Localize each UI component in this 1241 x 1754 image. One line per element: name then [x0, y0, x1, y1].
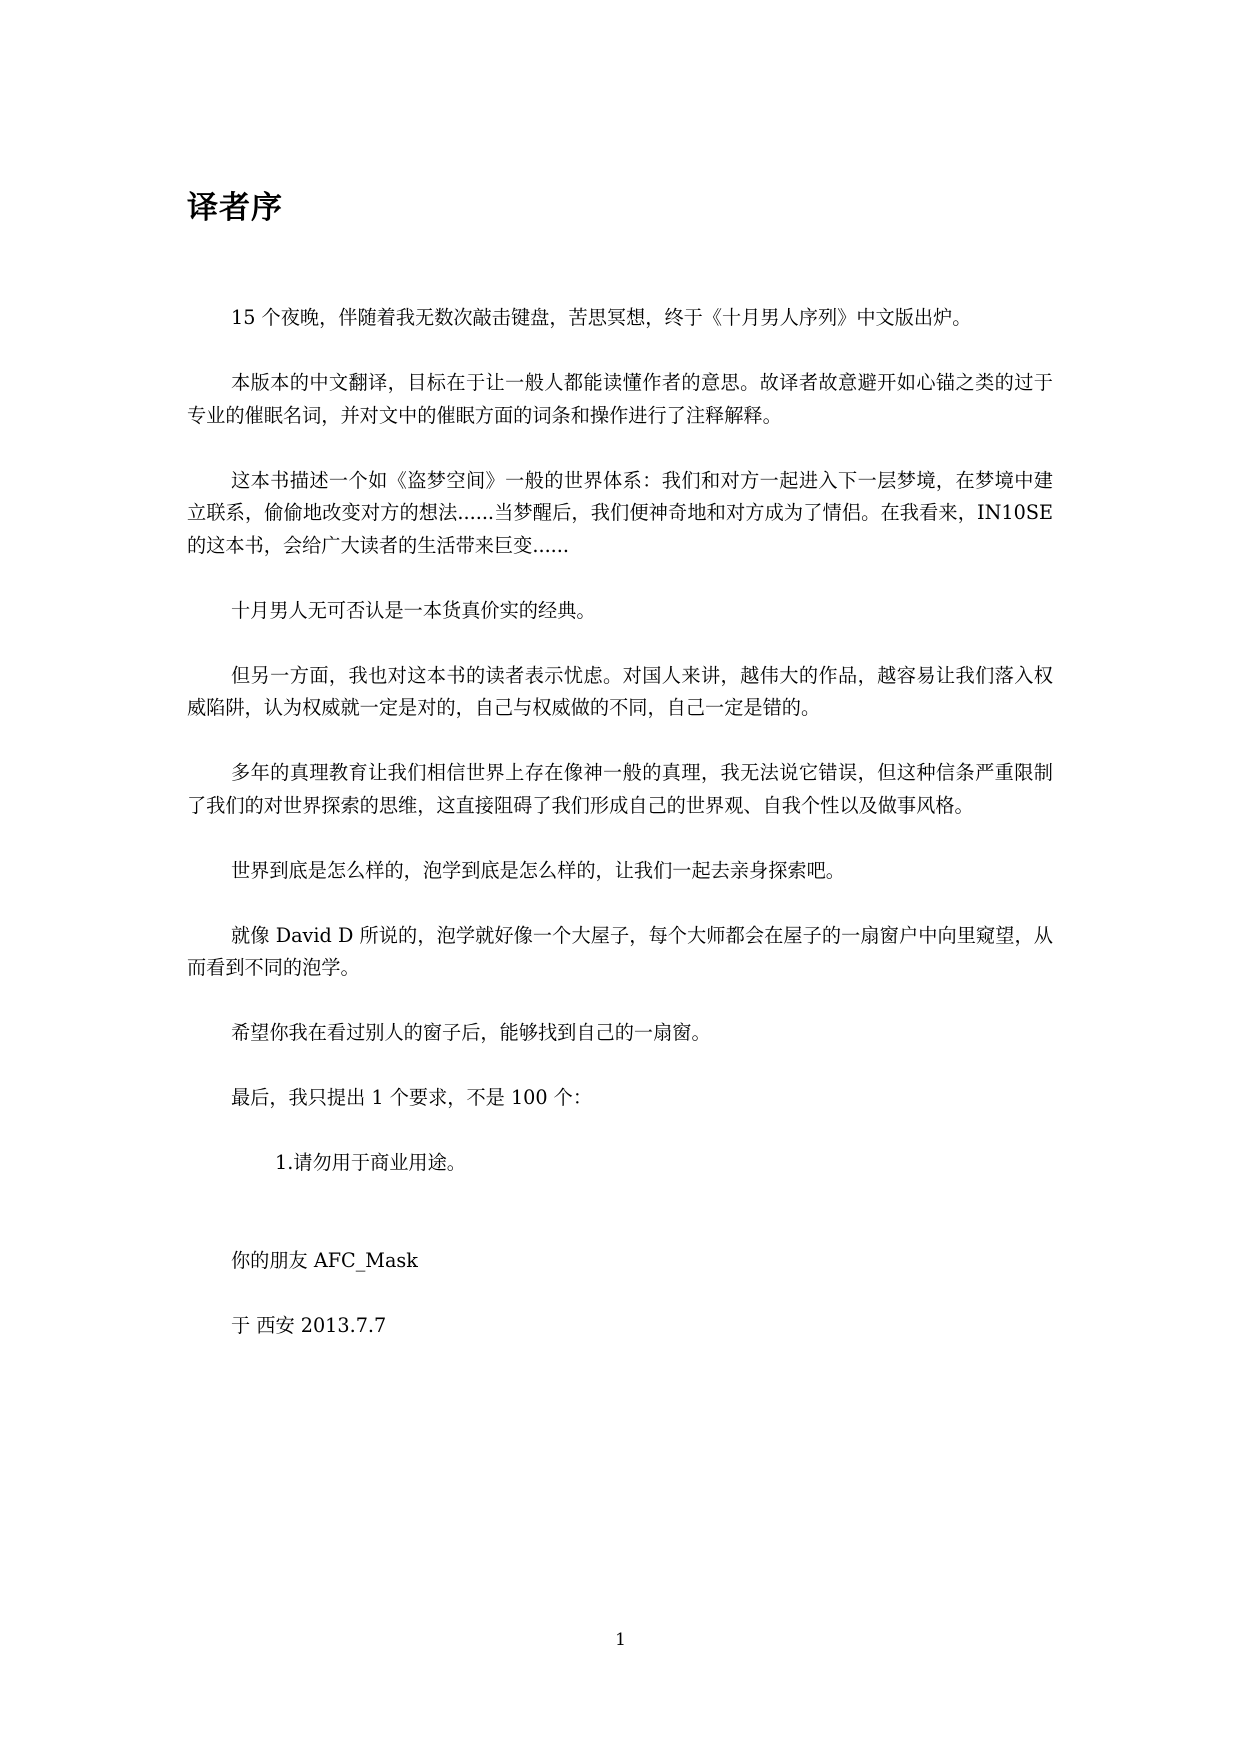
paragraph: 十月男人无可否认是一本货真价实的经典。	[231, 598, 596, 622]
place-date: 于 西安 2013.7.7	[231, 1313, 387, 1337]
page-title: 译者序	[187, 190, 283, 226]
paragraph: 多年的真理教育让我们相信世界上存在像神一般的真理，我无法说它错误，但这种信条严重限制了我们的对世界探索的思维，这直接阻碍了我们形成自己的世界观、自我个性以及做事风格。	[187, 761, 1053, 817]
paragraph: 世界到底是怎么样的，泡学到底是怎么样的，让我们一起去亲身探索吧。	[231, 858, 845, 882]
paragraph: 本版本的中文翻译，目标在于让一般人都能读懂作者的意思。故译者故意避开如心锚之类的过于专业的催眠名词，并对文中的催眠方面的词条和操作进行了注释解释。	[187, 371, 1053, 427]
signature: 你的朋友 AFC_Mask	[231, 1248, 418, 1272]
paragraph: 15 个夜晚，伴随着我无数次敲击键盘，苦思冥想，终于《十月男人序列》中文版出炉。	[231, 306, 972, 329]
list-item: 1.请勿用于商业用途。	[275, 1151, 466, 1174]
paragraph: 这本书描述一个如《盗梦空间》一般的世界体系：我们和对方一起进入下一层梦境，在梦境中建立联系，偷偷地改变对方的想法......当梦醒后，我们便神奇地和对方成为了情侣。在我看来，IN10SE 的这本书，会给广大读者的生活带来巨变......	[187, 468, 1053, 557]
page-number: 1	[615, 1630, 626, 1650]
paragraph: 就像 David D 所说的，泡学就好像一个大屋子，每个大师都会在屋子的一扇窗户中向里窥望，从而看到不同的泡学。	[187, 923, 1053, 979]
paragraph: 最后，我只提出 1 个要求，不是 100 个：	[231, 1086, 593, 1109]
paragraph: 但另一方面，我也对这本书的读者表示忧虑。对国人来讲，越伟大的作品，越容易让我们落入权威陷阱，认为权威就一定是对的，自己与权威做的不同，自己一定是错的。	[187, 663, 1053, 719]
document-body	[187, 302, 1053, 1375]
paragraph: 希望你我在看过别人的窗子后，能够找到自己的一扇窗。	[231, 1021, 711, 1044]
